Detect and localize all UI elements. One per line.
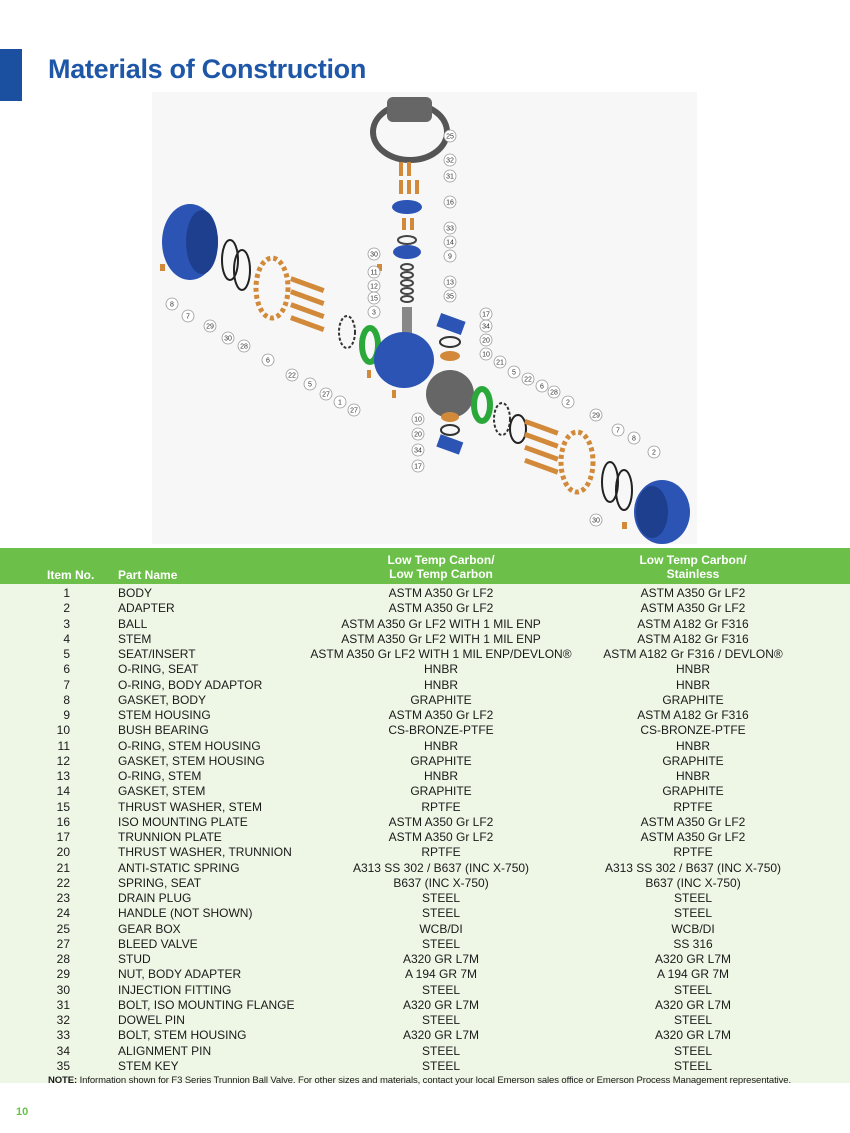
material-col2: CS-BRONZE-PTFE [640,723,746,738]
part-name: NUT, BODY ADAPTER [118,967,242,982]
item-number: 8 [63,692,70,707]
table-row [0,1028,850,1043]
part-name: THRUST WASHER, TRUNNION [118,845,292,860]
part-name: O-RING, BODY ADAPTOR [118,677,263,692]
callout-label: 20 [482,337,490,345]
material-col2: ASTM A182 Gr F316 [637,631,749,646]
header-accent-bar [0,49,22,101]
part-name: GASKET, STEM [118,784,206,799]
material-col1: GRAPHITE [410,784,472,799]
callout-label: 11 [370,269,378,277]
callout-label: 2 [566,399,570,407]
item-number: 1 [63,586,70,600]
callout-label: 30 [592,517,600,525]
footnote [48,1075,791,1086]
item-number: 35 [56,1058,70,1073]
material-col2: SS 316 [673,936,713,951]
header-col2-line2: Stainless [666,567,720,581]
exploded-valve-diagram [152,92,697,544]
header-part-name: Part Name [118,568,178,582]
table-row [0,647,850,662]
part-name: BLEED VALVE [118,936,198,951]
callout-label: 31 [446,173,454,181]
header-material-col2 [552,553,834,581]
part-name: INJECTION FITTING [118,982,232,997]
material-col2: A320 GR L7M [654,997,732,1012]
item-number: 6 [63,662,70,677]
material-col1: A320 GR L7M [402,952,480,966]
callout-label: 27 [350,407,358,415]
callout-label: 28 [550,389,558,397]
material-col2: HNBR [675,769,710,783]
item-number: 30 [56,982,70,997]
part-name: GEAR BOX [118,921,181,936]
material-col1: CS-BRONZE-PTFE [388,723,494,738]
part-name: O-RING, STEM HOUSING [118,738,261,753]
part-name: HANDLE (NOT SHOWN) [118,906,253,921]
page-title: Materials of Construction [48,54,367,84]
part-name: BALL [118,616,148,631]
item-number: 14 [56,784,70,799]
header-col1-line1: Low Temp Carbon/ [387,553,495,567]
material-col1: A313 SS 302 / B637 (INC X-750) [352,860,530,875]
part-name: ANTI-STATIC SPRING [118,860,240,875]
header-col2-line1: Low Temp Carbon/ [639,553,747,567]
callout-label: 10 [482,351,490,359]
material-col2: RPTFE [673,799,713,814]
callout-label: 33 [446,225,454,233]
material-col1: GRAPHITE [410,692,472,707]
material-col1: ASTM A350 Gr LF2 [388,708,494,722]
material-col1: B637 (INC X-750) [393,875,489,890]
item-number: 20 [56,845,70,860]
material-col1: ASTM A350 Gr LF2 [388,601,494,616]
table-row [0,830,850,845]
callout-label: 30 [224,335,232,343]
callout-label: 7 [186,313,190,321]
material-col1: STEEL [421,891,460,905]
part-name: STEM HOUSING [118,708,211,722]
material-col1: STEEL [421,1013,460,1027]
table-row [0,922,850,937]
header-material-col1 [300,553,582,581]
table-row [0,861,850,876]
material-col1: ASTM A350 Gr LF2 [388,586,494,600]
table-row [0,784,850,799]
table-row [0,815,850,830]
callout-label: 5 [512,369,516,377]
callout-label: 29 [206,323,214,331]
material-col2: HNBR [675,738,710,753]
material-col1: STEEL [421,906,460,921]
part-name: BODY [118,586,153,600]
callout-label: 3 [372,309,376,317]
callout-label: 34 [482,323,490,331]
material-col2: ASTM A350 Gr LF2 [640,586,746,600]
item-number: 31 [56,997,70,1012]
material-col1: ASTM A350 Gr LF2 WITH 1 MIL ENP/DEVLON® [310,647,572,661]
item-number: 13 [56,769,70,783]
material-col2: STEEL [673,906,712,921]
material-col1: ASTM A350 Gr LF2 [388,830,494,844]
material-col1: STEEL [421,1043,460,1058]
part-name: TRUNNION PLATE [118,830,222,844]
part-name: BOLT, STEM HOUSING [118,1028,247,1043]
material-col2: HNBR [675,677,710,692]
material-col1: A 194 GR 7M [404,967,478,982]
callout-label: 29 [592,412,600,420]
table-row [0,937,850,952]
table-row [0,845,850,860]
material-col1: RPTFE [421,845,461,860]
material-col1: A320 GR L7M [402,997,480,1012]
callout-label: 6 [540,383,544,391]
table-row [0,632,850,647]
material-col2: A320 GR L7M [654,1028,732,1043]
item-number: 25 [56,921,70,936]
callout-label: 20 [414,431,422,439]
callout-label: 15 [370,295,378,303]
item-number: 16 [56,814,70,829]
table-row [0,998,850,1013]
callout-label: 17 [414,463,422,471]
item-number: 22 [56,875,70,890]
table-row [0,967,850,982]
item-number: 23 [56,891,70,905]
callout-label: 9 [448,253,452,261]
table-row [0,983,850,998]
material-col1: STEEL [421,1058,460,1073]
callout-label: 35 [446,293,454,301]
material-col1: HNBR [423,738,458,753]
part-name: ADAPTER [118,601,175,616]
callout-label: 6 [266,357,270,365]
item-number: 24 [56,906,70,921]
note-text: Information shown for F3 Series Trunnion Ball Valve. For other sizes and materials, contact your local Emerson sales office or Emerson Process Management representative. [77,1075,792,1086]
materials-table [0,548,850,1083]
item-number: 29 [56,967,70,982]
table-header [0,548,850,584]
callout-label: 25 [446,133,454,141]
table-row [0,693,850,708]
table-row [0,617,850,632]
callout-label: 17 [482,311,490,319]
callout-label: 8 [632,435,636,443]
table-row [0,769,850,784]
table-row [0,678,850,693]
table-row [0,754,850,769]
item-number: 28 [56,952,70,966]
note-label: NOTE: [48,1075,78,1086]
material-col1: STEEL [421,982,460,997]
material-col2: STEEL [673,1013,712,1027]
callout-label: 13 [446,279,454,287]
part-name: BOLT, ISO MOUNTING FLANGE [118,997,295,1012]
part-name: SEAT/INSERT [118,647,196,661]
material-col1: ASTM A350 Gr LF2 WITH 1 MIL ENP [341,616,541,631]
callout-label: 28 [240,343,248,351]
callout-label: 21 [496,359,504,367]
table-row [0,662,850,677]
item-number: 5 [63,647,70,661]
callout-label: 32 [446,157,454,165]
part-name: STEM [118,631,152,646]
table-row [0,906,850,921]
item-number: 27 [56,936,70,951]
item-number: 7 [63,677,70,692]
part-name: SPRING, SEAT [118,875,202,890]
gearbox-illustration [373,97,447,160]
item-number: 15 [56,799,70,814]
callout-label: 5 [308,381,312,389]
part-name: ISO MOUNTING PLATE [118,814,248,829]
material-col1: HNBR [423,677,458,692]
table-row [0,586,850,601]
item-number: 9 [63,708,70,722]
part-name: DRAIN PLUG [118,891,192,905]
material-col1: HNBR [423,662,458,677]
material-col2: B637 (INC X-750) [645,875,741,890]
part-name: DOWEL PIN [118,1013,185,1027]
material-col2: ASTM A350 Gr LF2 [640,814,746,829]
item-number: 33 [56,1028,70,1043]
material-col2: ASTM A350 Gr LF2 [640,830,746,844]
item-number: 2 [63,601,70,616]
callout-label: 10 [414,416,422,424]
material-col2: GRAPHITE [662,753,724,768]
item-number: 34 [56,1043,70,1058]
item-number: 3 [63,616,70,631]
material-col2: STEEL [673,1043,712,1058]
callout-label: 22 [288,372,296,380]
material-col1: RPTFE [421,799,461,814]
callout-label: 22 [524,376,532,384]
part-name: O-RING, SEAT [118,662,199,677]
callout-label: 1 [338,399,342,407]
part-name: GASKET, STEM HOUSING [118,753,265,768]
callout-label: 16 [446,199,454,207]
table-row [0,876,850,891]
part-name: O-RING, STEM [118,769,202,783]
table-row [0,1013,850,1028]
callout-label: 30 [370,251,378,259]
material-col2: STEEL [673,982,712,997]
material-col2: ASTM A350 Gr LF2 [640,601,746,616]
callout-label: 12 [370,283,378,291]
part-name: ALIGNMENT PIN [118,1043,212,1058]
material-col1: STEEL [421,936,460,951]
part-name: THRUST WASHER, STEM [118,799,263,814]
material-col2: STEEL [673,891,712,905]
item-number: 21 [56,860,70,875]
callout-label: 7 [616,427,620,435]
material-col2: A320 GR L7M [654,952,732,966]
material-col1: A320 GR L7M [402,1028,480,1043]
part-name: GASKET, BODY [118,692,207,707]
table-row [0,1059,850,1074]
item-number: 17 [56,830,70,844]
material-col2: RPTFE [673,845,713,860]
table-row [0,800,850,815]
part-name: BUSH BEARING [118,723,209,738]
header-col1-line2: Low Temp Carbon [389,567,493,581]
material-col2: ASTM A182 Gr F316 [637,708,749,722]
table-row [0,952,850,967]
material-col1: ASTM A350 Gr LF2 WITH 1 MIL ENP [341,631,541,646]
header-item-no: Item No. [47,568,95,582]
material-col2: A 194 GR 7M [656,967,730,982]
material-col2: WCB/DI [671,921,715,936]
table-row [0,723,850,738]
item-number: 11 [57,738,70,753]
table-row [0,708,850,723]
material-col2: ASTM A182 Gr F316 / DEVLON® [603,647,783,661]
material-col1: GRAPHITE [410,753,472,768]
material-col2: STEEL [673,1058,712,1073]
table-row [0,601,850,616]
material-col1: HNBR [423,769,458,783]
material-col1: ASTM A350 Gr LF2 [388,814,494,829]
callout-label: 34 [414,447,422,455]
table-row [0,1044,850,1059]
item-number: 10 [56,723,70,738]
part-name: STEM KEY [118,1058,179,1073]
item-number: 32 [56,1013,70,1027]
callout-label: 8 [170,301,174,309]
material-col1: WCB/DI [419,921,463,936]
part-name: STUD [118,952,151,966]
material-col2: ASTM A182 Gr F316 [637,616,749,631]
material-col2: A313 SS 302 / B637 (INC X-750) [604,860,782,875]
callout-label: 14 [446,239,454,247]
material-col2: GRAPHITE [662,784,724,799]
material-col2: GRAPHITE [662,692,724,707]
material-col2: HNBR [675,662,710,677]
item-number: 4 [63,631,70,646]
item-number: 12 [56,753,70,768]
callout-label: 2 [652,449,656,457]
page-number: 10 [16,1106,29,1118]
callout-label: 27 [322,391,330,399]
table-body [0,586,850,1074]
table-row [0,739,850,754]
table-row [0,891,850,906]
